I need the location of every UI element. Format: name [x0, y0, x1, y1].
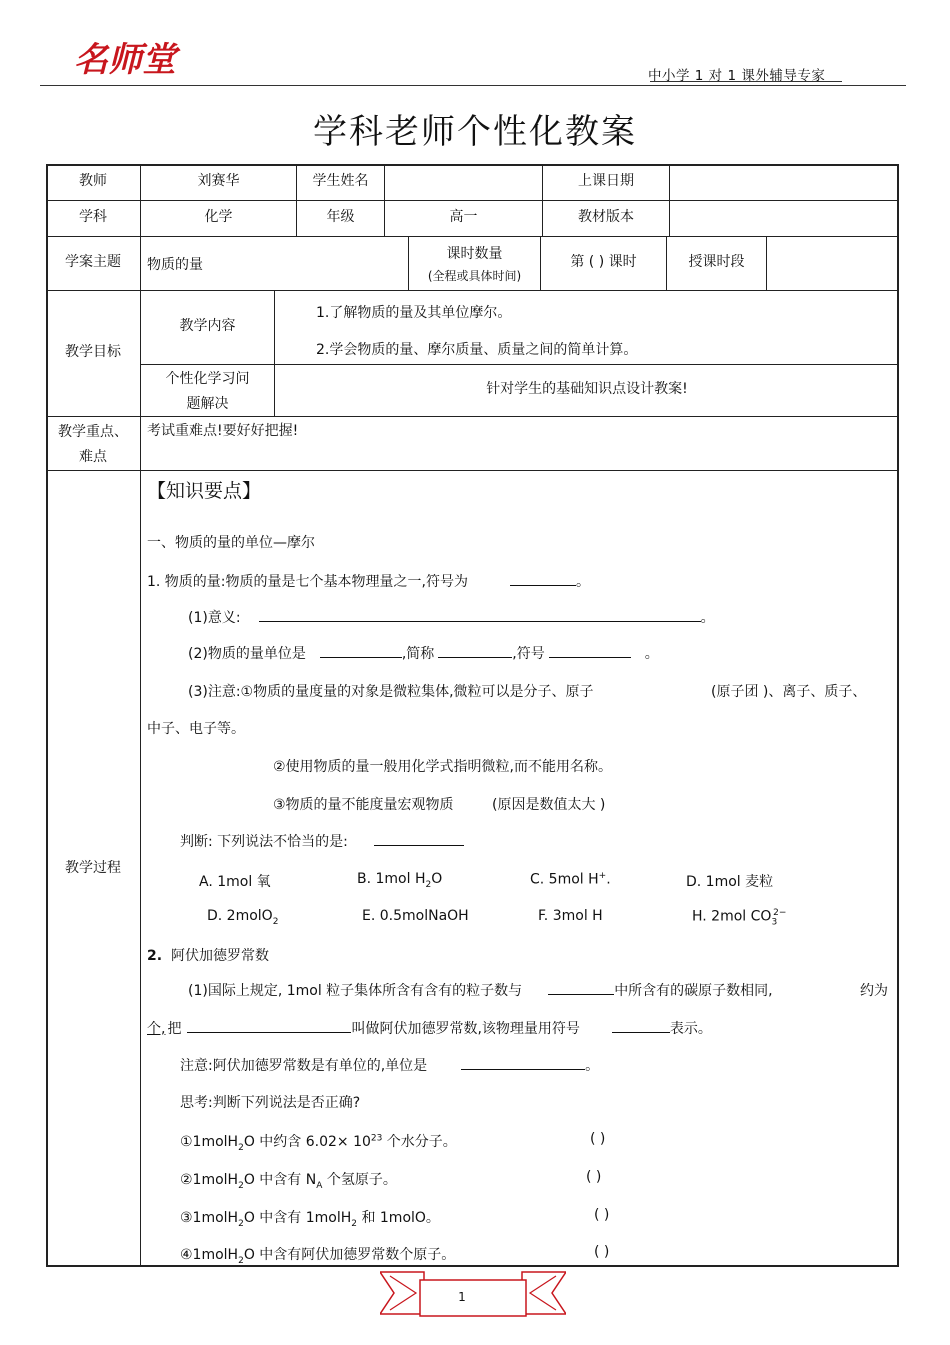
focus-value: 考试重难点!要好好把握!	[147, 423, 299, 439]
personalized-value: 针对学生的基础知识点设计教案!	[486, 381, 688, 398]
paragraph-1-3: (3)注意:①物质的量度量的对象是微粒集体,微粒可以是分子、原子	[188, 684, 594, 700]
page-number-ribbon	[380, 1268, 566, 1318]
answer-blank[interactable]	[549, 643, 631, 658]
class-date-value[interactable]	[670, 164, 899, 200]
answer-blank[interactable]	[510, 571, 576, 586]
section-2-title: 2. 阿伏加德罗常数	[147, 948, 269, 964]
row-divider	[46, 470, 899, 471]
student-name-label: 学生姓名	[312, 173, 369, 190]
goal-item: 1.了解物质的量及其单位摩尔。	[316, 305, 512, 321]
personalized-label-line1: 个性化学习问	[165, 371, 250, 387]
grade-value: 高一	[449, 209, 478, 226]
judge-question: 判断: 下列说法不恰当的是:	[180, 831, 464, 851]
note-2: ②使用物质的量一般用化学式指明微粒,而不能用名称。	[273, 759, 612, 775]
option-a: A. 1mol 氧	[199, 874, 271, 890]
header-rule	[40, 85, 906, 86]
answer-blank[interactable]	[374, 831, 464, 846]
statement-4: ④1molH$_2$O 中含有阿伏加德罗常数个原子。	[180, 1247, 456, 1266]
student-name-value[interactable]	[385, 164, 542, 200]
answer-blank[interactable]	[461, 1055, 585, 1070]
teaching-period-value[interactable]	[767, 236, 899, 290]
personalized-label-line2: 题解决	[186, 396, 229, 412]
lesson-number: 第 ( ) 课时	[570, 254, 637, 271]
option-g: F. 3mol H	[538, 908, 603, 924]
statement-1: ①1molH$_2$O 中约含 $6.02\times 10^{23}$ 个水分子。	[180, 1133, 457, 1153]
teacher-label: 教师	[79, 173, 107, 190]
option-e: D. 2molO$_2$	[207, 908, 279, 927]
option-c: C. 5mol H+.	[530, 871, 611, 888]
statement-1-answer[interactable]: ( )	[590, 1131, 606, 1147]
row-divider	[46, 416, 899, 417]
header-slogan: 中小学 1 对 1 课外辅导专家	[648, 68, 826, 84]
teaching-process-label: 教学过程	[65, 859, 121, 876]
slogan-underline	[650, 81, 842, 82]
topic-label: 学案主题	[65, 254, 121, 271]
answer-blank[interactable]	[548, 980, 614, 995]
topic-value: 物质的量	[147, 257, 203, 273]
knowledge-heading: 【知识要点】	[147, 480, 262, 502]
paragraph-2-1: (1)国际上规定, 1mol 粒子集体所含有含有的粒子数与 中所含有的碳原子数相同,	[188, 980, 773, 1000]
page-title: 学科老师个性化教案	[313, 112, 637, 152]
textbook-edition-label: 教材版本	[578, 209, 634, 226]
goal-item: 2.学会物质的量、摩尔质量、质量之间的简单计算。	[316, 342, 638, 358]
option-b: B. 1mol $H_2O$	[357, 871, 443, 890]
option-d: D. 1mol 麦粒	[686, 874, 774, 890]
subject-label: 学科	[79, 209, 107, 226]
lesson-hours-sub: (全程或具体时间)	[427, 269, 522, 283]
statement-4-answer[interactable]: ( )	[594, 1244, 610, 1260]
paragraph-1-3-wrap: 中子、电子等。	[147, 721, 245, 737]
option-h: H. 2mol $CO_3^{2-}$	[692, 908, 787, 928]
subject-value: 化学	[204, 209, 233, 226]
paragraph-1-1: (1)意义: 。	[188, 607, 715, 627]
note-3-reason: (原因是数值太大 )	[492, 797, 606, 813]
svg-text:名师堂: 名师堂	[74, 40, 176, 80]
teaching-goals-label: 教学目标	[65, 344, 121, 361]
statement-3: ③1molH$_2$O 中含有 1molH$_2$ 和 1molO。	[180, 1210, 440, 1229]
paragraph-2-1-end: 约为	[860, 983, 888, 999]
paragraph-1: 1. 物质的量:物质的量是七个基本物理量之一,符号为 。	[147, 571, 590, 591]
teacher-value: 刘赛华	[197, 173, 240, 190]
textbook-edition-value[interactable]	[670, 200, 899, 236]
page-number: 1	[458, 1290, 466, 1304]
answer-blank[interactable]	[187, 1018, 351, 1033]
note-3: ③物质的量不能度量宏观物质	[273, 797, 454, 813]
statement-2-answer[interactable]: ( )	[586, 1169, 602, 1185]
mingshitang-logo	[72, 35, 187, 81]
focus-label-line1: 教学重点、	[58, 424, 128, 440]
lesson-hours-label: 课时数量	[446, 246, 503, 262]
option-f: E. 0.5molNaOH	[362, 908, 469, 924]
answer-blank[interactable]	[320, 643, 402, 658]
answer-blank[interactable]	[259, 607, 701, 622]
section-1-title: 一、物质的量的单位—摩尔	[147, 535, 315, 551]
paragraph-1-3-cont: (原子团 )、离子、质子、	[711, 684, 867, 700]
statement-3-answer[interactable]: ( )	[594, 1207, 610, 1223]
focus-label-line2: 难点	[79, 449, 107, 465]
grade-label: 年级	[326, 209, 355, 226]
answer-blank[interactable]	[612, 1018, 670, 1033]
class-date-label: 上课日期	[578, 173, 634, 190]
note-unit: 注意:阿伏加德罗常数是有单位的,单位是 。	[180, 1055, 599, 1075]
teaching-content-label: 教学内容	[179, 318, 236, 335]
paragraph-2-2: 个, 把 叫做阿伏加德罗常数,该物理量用符号 表示。	[147, 1018, 712, 1038]
teaching-period-label: 授课时段	[688, 254, 745, 271]
statement-2: ②1molH$_2$O 中含有 $N_A$ 个氢原子。	[180, 1172, 397, 1191]
paragraph-1-2: (2)物质的量单位是 ,简称 ,符号 。	[188, 643, 659, 663]
think-prompt: 思考:判断下列说法是否正确?	[180, 1095, 361, 1111]
answer-blank[interactable]	[438, 643, 512, 658]
